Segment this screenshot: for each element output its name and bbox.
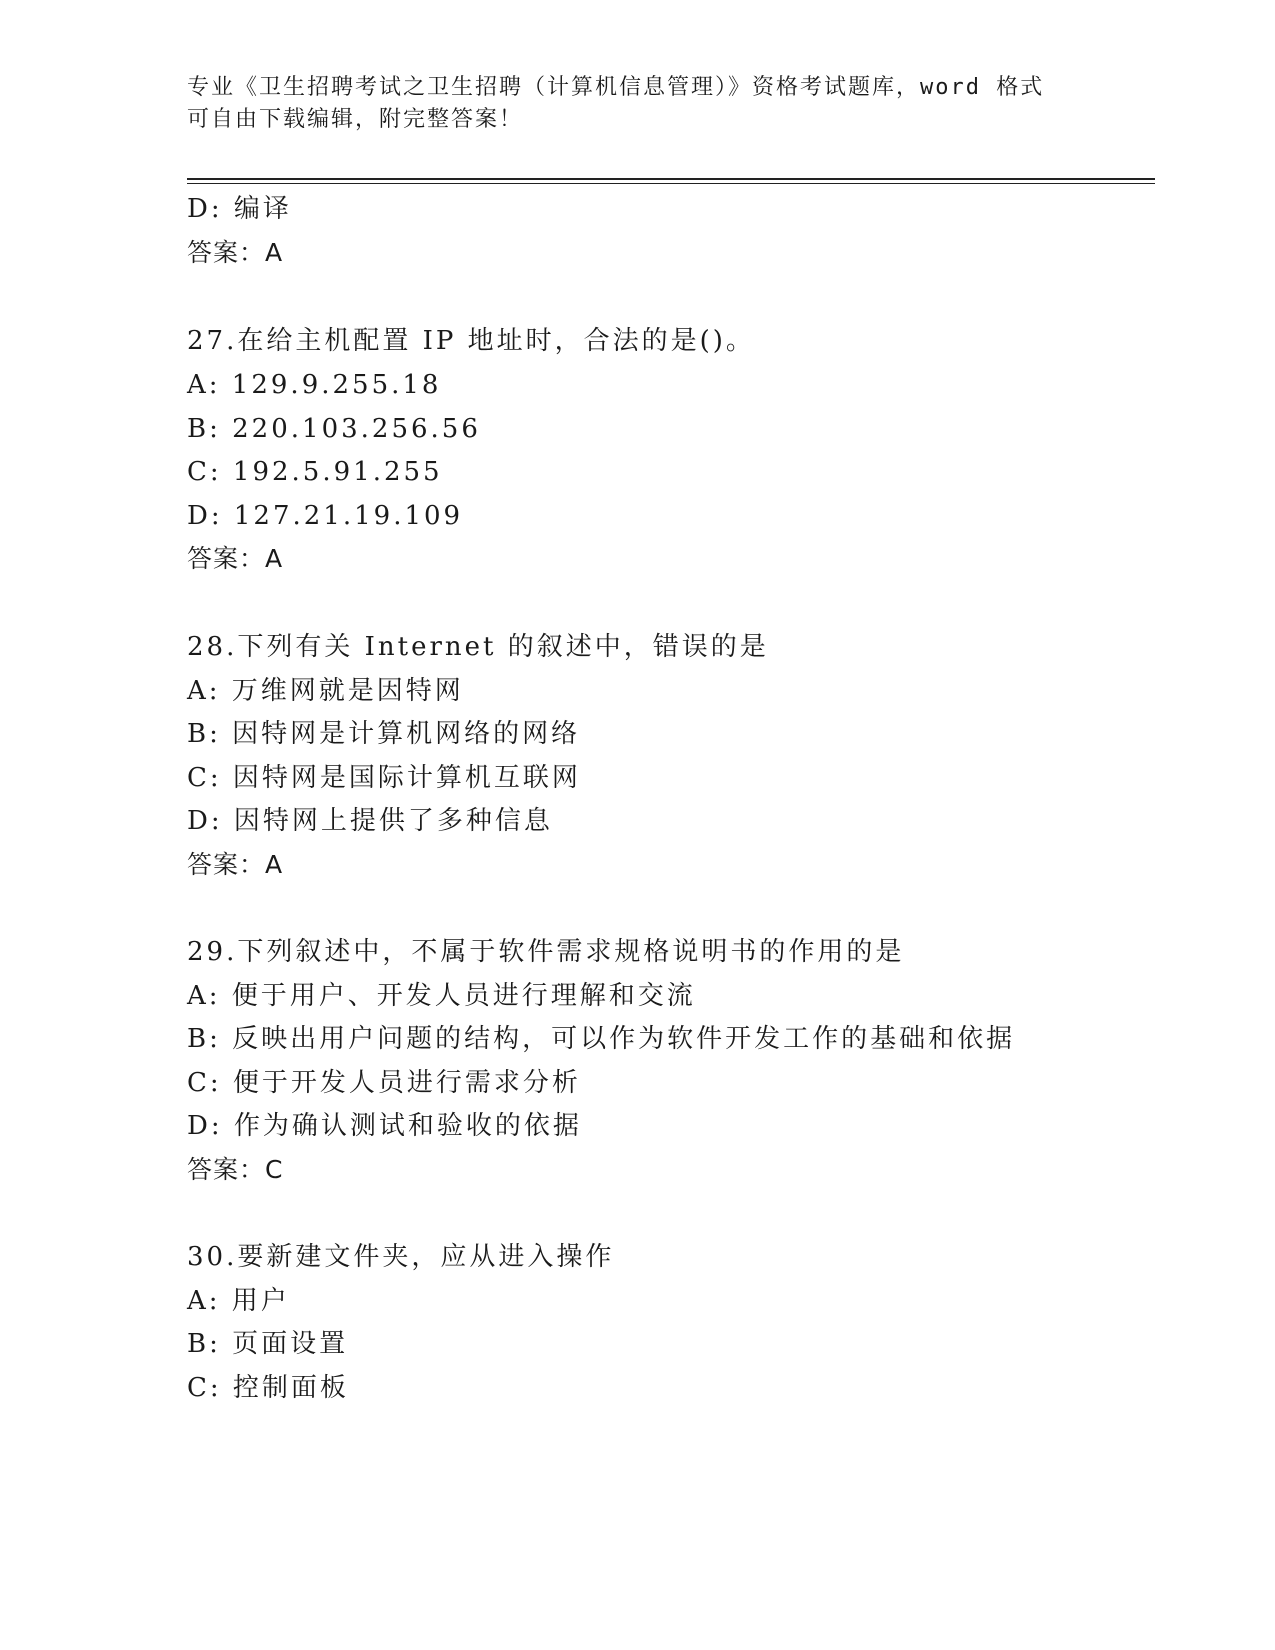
q28-option-d: D: 因特网上提供了多种信息 — [187, 806, 553, 836]
header-divider-thin — [187, 183, 1155, 184]
q30-question: 30.要新建文件夹，应从进入操作 — [187, 1242, 615, 1272]
header-line-2: 可自由下载编辑，附完整答案！ — [187, 107, 524, 132]
q27-option-c: C: 192.5.91.255 — [187, 457, 443, 487]
q27-option-b: B: 220.103.256.56 — [187, 414, 481, 444]
q30-option-c: C: 控制面板 — [187, 1373, 349, 1403]
q29-option-d: D: 作为确认测试和验收的依据 — [187, 1111, 582, 1141]
q26-answer: 答案：A — [187, 238, 284, 267]
q28-question: 28.下列有关 Internet 的叙述中，错误的是 — [187, 632, 769, 662]
q28-answer: 答案：A — [187, 850, 284, 879]
q30-option-b: B: 页面设置 — [187, 1329, 349, 1359]
document-header — [187, 72, 1087, 136]
q28-option-a: A: 万维网就是因特网 — [187, 676, 464, 706]
q29-option-a: A: 便于用户、开发人员进行理解和交流 — [187, 981, 696, 1011]
header-line-1: 专业《卫生招聘考试之卫生招聘（计算机信息管理）》资格考试题库，word 格式 — [187, 75, 1045, 100]
q29-question: 29.下列叙述中，不属于软件需求规格说明书的作用的是 — [187, 937, 905, 967]
q28-option-b: B: 因特网是计算机网络的网络 — [187, 719, 581, 749]
q27-option-d: D: 127.21.19.109 — [187, 501, 464, 531]
q26-option-d: D: 编译 — [187, 194, 292, 224]
q29-option-b: B: 反映出用户问题的结构，可以作为软件开发工作的基础和依据 — [187, 1024, 1016, 1054]
q28-option-c: C: 因特网是国际计算机互联网 — [187, 763, 581, 793]
q29-answer: 答案：C — [187, 1155, 284, 1184]
q27-question: 27.在给主机配置 IP 地址时，合法的是()。 — [187, 326, 755, 356]
q30-option-a: A: 用户 — [187, 1286, 290, 1316]
q27-option-a: A: 129.9.255.18 — [187, 370, 442, 400]
q27-answer: 答案：A — [187, 544, 284, 573]
header-divider-thick — [187, 178, 1155, 180]
q29-option-c: C: 便于开发人员进行需求分析 — [187, 1068, 581, 1098]
